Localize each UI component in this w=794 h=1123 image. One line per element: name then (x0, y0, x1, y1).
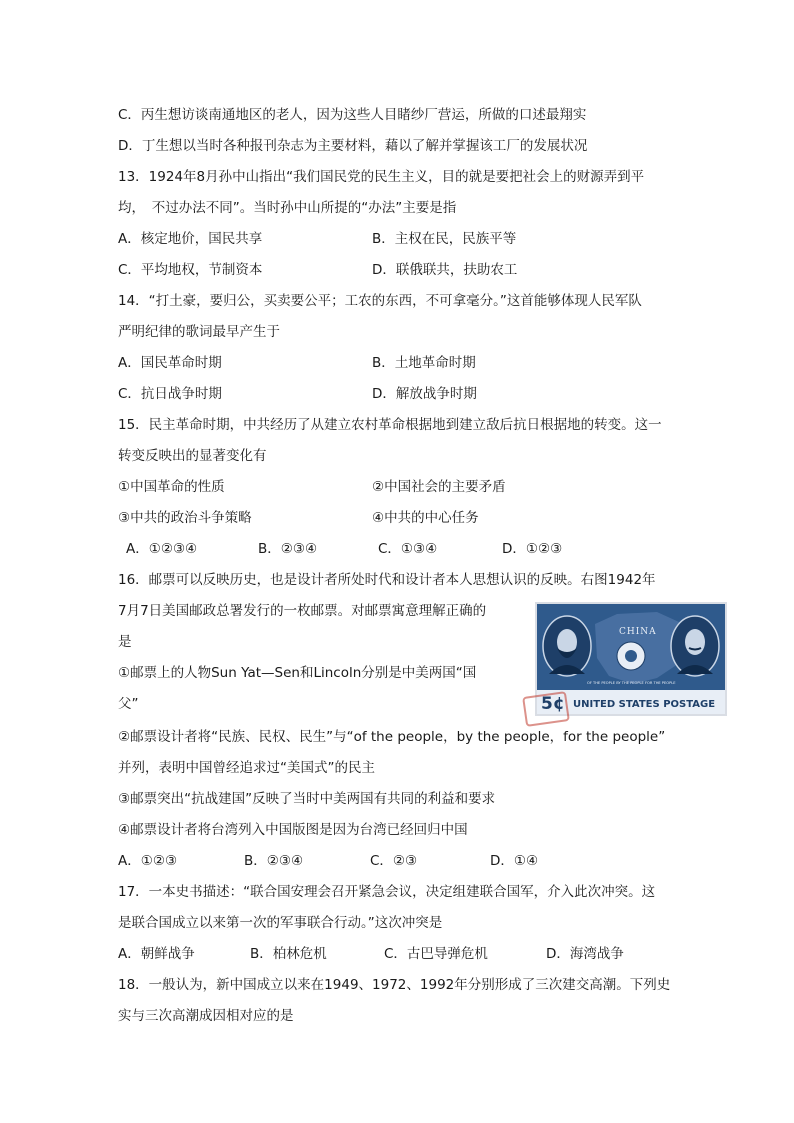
item-4-q16: ④邮票设计者将台湾列入中国版图是因为台湾已经回归中国 (118, 822, 468, 838)
question-16-text-end: 是 (118, 634, 132, 650)
option-d-q12: D．丁生想以当时各种报刊杂志为主要材料，藉以了解并掌握该工厂的发展状况 (118, 138, 588, 154)
option-d-q17: D．海湾战争 (546, 946, 624, 962)
item-1-q15: ①中国革命的性质 (118, 479, 225, 495)
question-14-text: 14．“打土豪，要归公，买卖要公平；工农的东西，不可拿毫分。”这首能够体现人民军队 (118, 293, 642, 309)
question-13-text-cont: 均， 不过办法不同”。当时孙中山所提的“办法”主要是指 (118, 200, 457, 216)
option-c-q15: C．①③④ (378, 541, 438, 557)
item-1-q16-cont: 父” (118, 696, 139, 712)
option-a-q15: A．①②③④ (126, 541, 198, 557)
item-2-q15: ②中国社会的主要矛盾 (372, 479, 506, 495)
item-3-q16: ③邮票突出“抗战建国”反映了当时中美两国有共同的利益和要求 (118, 791, 496, 807)
question-16-text: 16．邮票可以反映历史，也是设计者所处时代和设计者本人思想认识的反映。右图1942年 (118, 572, 656, 588)
item-3-q15: ③中共的政治斗争策略 (118, 510, 252, 526)
option-b-q15: B．②③④ (258, 541, 318, 557)
option-c-q13: C．平均地权，节制资本 (118, 262, 263, 278)
question-18-text: 18．一般认为，新中国成立以来在1949、1972、1992年分别形成了三次建交高潮。下列史 (118, 977, 671, 993)
stamp-motto: OF THE PEOPLE BY THE PEOPLE FOR THE PEOPLE (587, 681, 676, 685)
question-17-text: 17．一本史书描述：“联合国安理会召开紧急会议，决定组建联合国军，介入此次冲突。这 (118, 884, 656, 900)
stamp-denomination: 5¢ (541, 694, 565, 714)
option-d-q16: D．①④ (490, 853, 539, 869)
option-d-q13: D．联俄联共，扶助农工 (372, 262, 518, 278)
option-a-q16: A．①②③ (118, 853, 178, 869)
option-c-q14: C．抗日战争时期 (118, 386, 222, 402)
option-d-q15: D．①②③ (502, 541, 563, 557)
option-a-q13: A．核定地价，国民共享 (118, 231, 263, 247)
option-a-q17: A．朝鲜战争 (118, 946, 195, 962)
question-16-text-cont: 7月7日美国邮政总署发行的一枚邮票。对邮票寓意理解正确的 (118, 603, 487, 619)
option-b-q14: B．土地革命时期 (372, 355, 476, 371)
red-overprint-mark (522, 691, 570, 727)
item-4-q15: ④中共的中心任务 (372, 510, 479, 526)
question-15-text: 15．民主革命时期，中共经历了从建立农村革命根据地到建立敌后抗日根据地的转变。这一 (118, 417, 662, 433)
option-c-q12: C．丙生想访谈南通地区的老人，因为这些人目睹纱厂营运，所做的口述最翔实 (118, 107, 587, 123)
option-d-q14: D．解放战争时期 (372, 386, 477, 402)
option-c-q16: C．②③ (370, 853, 418, 869)
stamp-country-label: CHINA (619, 627, 657, 637)
option-b-q16: B．②③④ (244, 853, 304, 869)
question-14-text-cont: 严明纪律的歌词最早产生于 (118, 324, 280, 340)
option-a-q14: A．国民革命时期 (118, 355, 222, 371)
question-18-text-cont: 实与三次高潮成因相对应的是 (118, 1008, 294, 1024)
question-13-text: 13．1924年8月孙中山指出“我们国民党的民生主义，目的就是要把社会上的财源弄到平 (118, 169, 645, 185)
option-b-q13: B．主权在民，民族平等 (372, 231, 517, 247)
item-2-q16: ②邮票设计者将“民族、民权、民生”与“of the people，by the people，for the people” (118, 729, 666, 745)
sun-yat-sen-face (685, 629, 705, 655)
stamp-banner-text: UNITED STATES POSTAGE (573, 699, 716, 710)
item-2-q16-cont: 并列，表明中国曾经追求过“美国式”的民主 (118, 760, 375, 776)
option-b-q17: B．柏林危机 (250, 946, 327, 962)
question-15-text-cont: 转变反映出的显著变化有 (118, 448, 267, 464)
item-1-q16: ①邮票上的人物Sun Yat—Sen和Lincoln分别是中美两国“国 (118, 665, 477, 681)
question-17-text-cont: 是联合国成立以来第一次的军事联合行动。”这次冲突是 (118, 915, 443, 931)
option-c-q17: C．古巴导弹危机 (384, 946, 488, 962)
